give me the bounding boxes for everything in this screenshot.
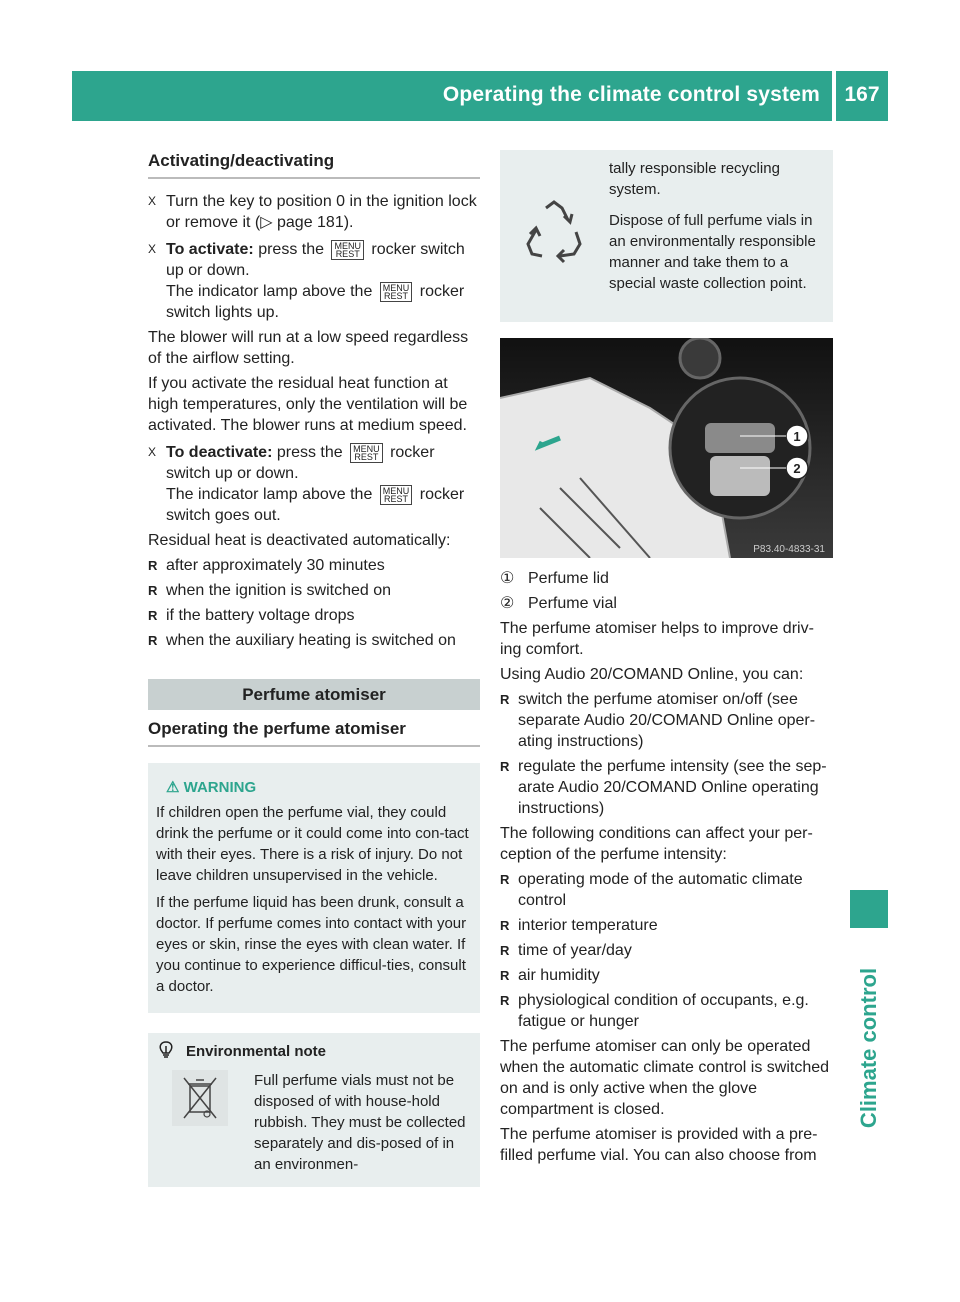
menu-rest-key-icon: MENU REST [380, 282, 413, 302]
crossed-out-bin-icon [172, 1070, 228, 1126]
recycling-note-text: tally responsible recycling system. Dispose of full perfume vials in an environmentally responsible manner and take them to a special waste collection point. [609, 160, 816, 292]
page-number-box [836, 71, 888, 121]
paragraph: The perfume atomiser helps to improve driv-ing comfort. [500, 620, 814, 658]
step-text: press the [276, 444, 343, 461]
paragraph: The perfume atomiser is provided with a pre-filled perfume vial. You can also choose from [500, 1126, 818, 1164]
step-text: Turn the key to position 0 in the ignition lock or remove it (▷ page 181). [166, 193, 477, 231]
lightbulb-icon [158, 1041, 174, 1061]
list-item: R when the auxiliary heating is switched on [148, 632, 456, 649]
bullet-icon: R [500, 872, 510, 887]
environmental-note-title: Environmental note [186, 1043, 327, 1060]
bullet-icon: R [148, 608, 158, 623]
step-text: press the [258, 241, 324, 258]
side-tab-marker [850, 890, 888, 928]
subheading-operating: Operating the perfume atomiser [148, 718, 480, 747]
step-arrow-icon: X [148, 242, 157, 256]
menu-rest-key-icon: MENU REST [350, 443, 383, 463]
legend-item: ① Perfume lid [500, 570, 609, 587]
side-tab-label: Climate control [856, 967, 881, 1129]
warning-text: If children open the perfume vial, they could drink the perfume or it could come into con-tact with their eyes. There is a risk of injury. Do not leave children unsupervised in the vehicle. [156, 804, 469, 884]
list-item: R time of year/day [500, 942, 632, 959]
step-activate [148, 239, 480, 323]
list-item: R if the battery voltage drops [148, 607, 355, 624]
warning-title: ⚠ WARNING [166, 779, 257, 796]
paragraph: Residual heat is deactivated automatically: [148, 532, 451, 549]
list-item: R after approximately 30 minutes [148, 557, 385, 574]
step-text: rocker switch goes out. [166, 486, 465, 524]
list-item: R switch the perfume atomiser on/off (see separate Audio 20/COMAND Online oper-ating instructions) [500, 691, 816, 750]
legend-item: ② Perfume vial [500, 595, 617, 612]
environmental-note-box [148, 1033, 480, 1187]
step-deactivate [148, 442, 480, 526]
list-item: R operating mode of the automatic climate control [500, 871, 803, 909]
step-turn-key [148, 191, 480, 233]
warning-box [148, 763, 480, 1013]
list-item: R physiological condition of occupants, e.g. fatigue or hunger [500, 992, 809, 1030]
svg-text:1: 1 [793, 429, 801, 444]
bullet-icon: R [148, 583, 158, 598]
step-arrow-icon: X [148, 194, 157, 208]
step-text: rocker switch up or down. [166, 444, 435, 482]
bullet-icon: R [500, 993, 510, 1008]
warning-triangle-icon: ⚠ [166, 779, 180, 796]
step-label: To activate: [166, 241, 254, 258]
step-text: rocker switch lights up. [166, 283, 465, 321]
warning-text: If the perfume liquid has been drunk, consult a doctor. If perfume comes into contact with your eyes or skin, rinse the eyes with clean water. If you continue to experience difficul-ties, consult a doctor. [156, 894, 467, 995]
bullet-icon: R [500, 918, 510, 933]
right-column [500, 568, 833, 1170]
left-column [148, 150, 480, 1187]
recycling-icon [524, 198, 584, 266]
page-section-title: Operating the climate control system [442, 83, 820, 106]
page-number: 167 [844, 83, 880, 106]
step-text: rocker switch up or down. [166, 241, 465, 279]
paragraph: The blower will run at a low speed regardless of the airflow setting. [148, 329, 469, 367]
paragraph: If you activate the residual heat function at high temperatures, only the ventilation will be activated. The blower runs at medium speed. [148, 375, 468, 434]
menu-rest-key-icon: MENU REST [380, 485, 413, 505]
perfume-atomiser-photo [500, 338, 833, 558]
legend-number: ② [500, 595, 515, 612]
paragraph: Using Audio 20/COMAND Online, you can: [500, 666, 804, 683]
step-label: To deactivate: [166, 444, 273, 461]
step-text: The indicator lamp above the [166, 486, 373, 503]
paragraph: The perfume atomiser can only be operated when the automatic climate control is switched on and is only active when the glove compartment is closed. [500, 1038, 830, 1118]
paragraph: The following conditions can affect your per-ception of the perfume intensity: [500, 825, 813, 863]
header-bar [72, 71, 832, 121]
menu-rest-key-icon: MENU REST [331, 240, 364, 260]
recycling-note-box [500, 150, 833, 322]
bullet-icon: R [148, 633, 158, 648]
heading-activating: Activating/deactivating [148, 150, 480, 179]
list-item: R regulate the perfume intensity (see the sep-arate Audio 20/COMAND Online operating instructions) [500, 758, 827, 817]
bullet-icon: R [500, 759, 510, 774]
bullet-icon: R [500, 692, 510, 707]
list-item: R air humidity [500, 967, 600, 984]
list-item: R interior temperature [500, 917, 658, 934]
bullet-icon: R [500, 968, 510, 983]
environmental-note-text: Full perfume vials must not be disposed of with house-hold rubbish. They must be collected separately and dis-posed of in an environmen- [254, 1072, 466, 1173]
step-text: The indicator lamp above the [166, 283, 373, 300]
list-item: R when the ignition is switched on [148, 582, 392, 599]
bullet-icon: R [500, 943, 510, 958]
svg-text:2: 2 [793, 461, 801, 476]
photo-code: P83.40-4833-31 [753, 544, 825, 555]
section-title: Perfume atomiser [148, 679, 480, 710]
legend-number: ① [500, 570, 515, 587]
bullet-icon: R [148, 558, 158, 573]
step-arrow-icon: X [148, 445, 157, 459]
